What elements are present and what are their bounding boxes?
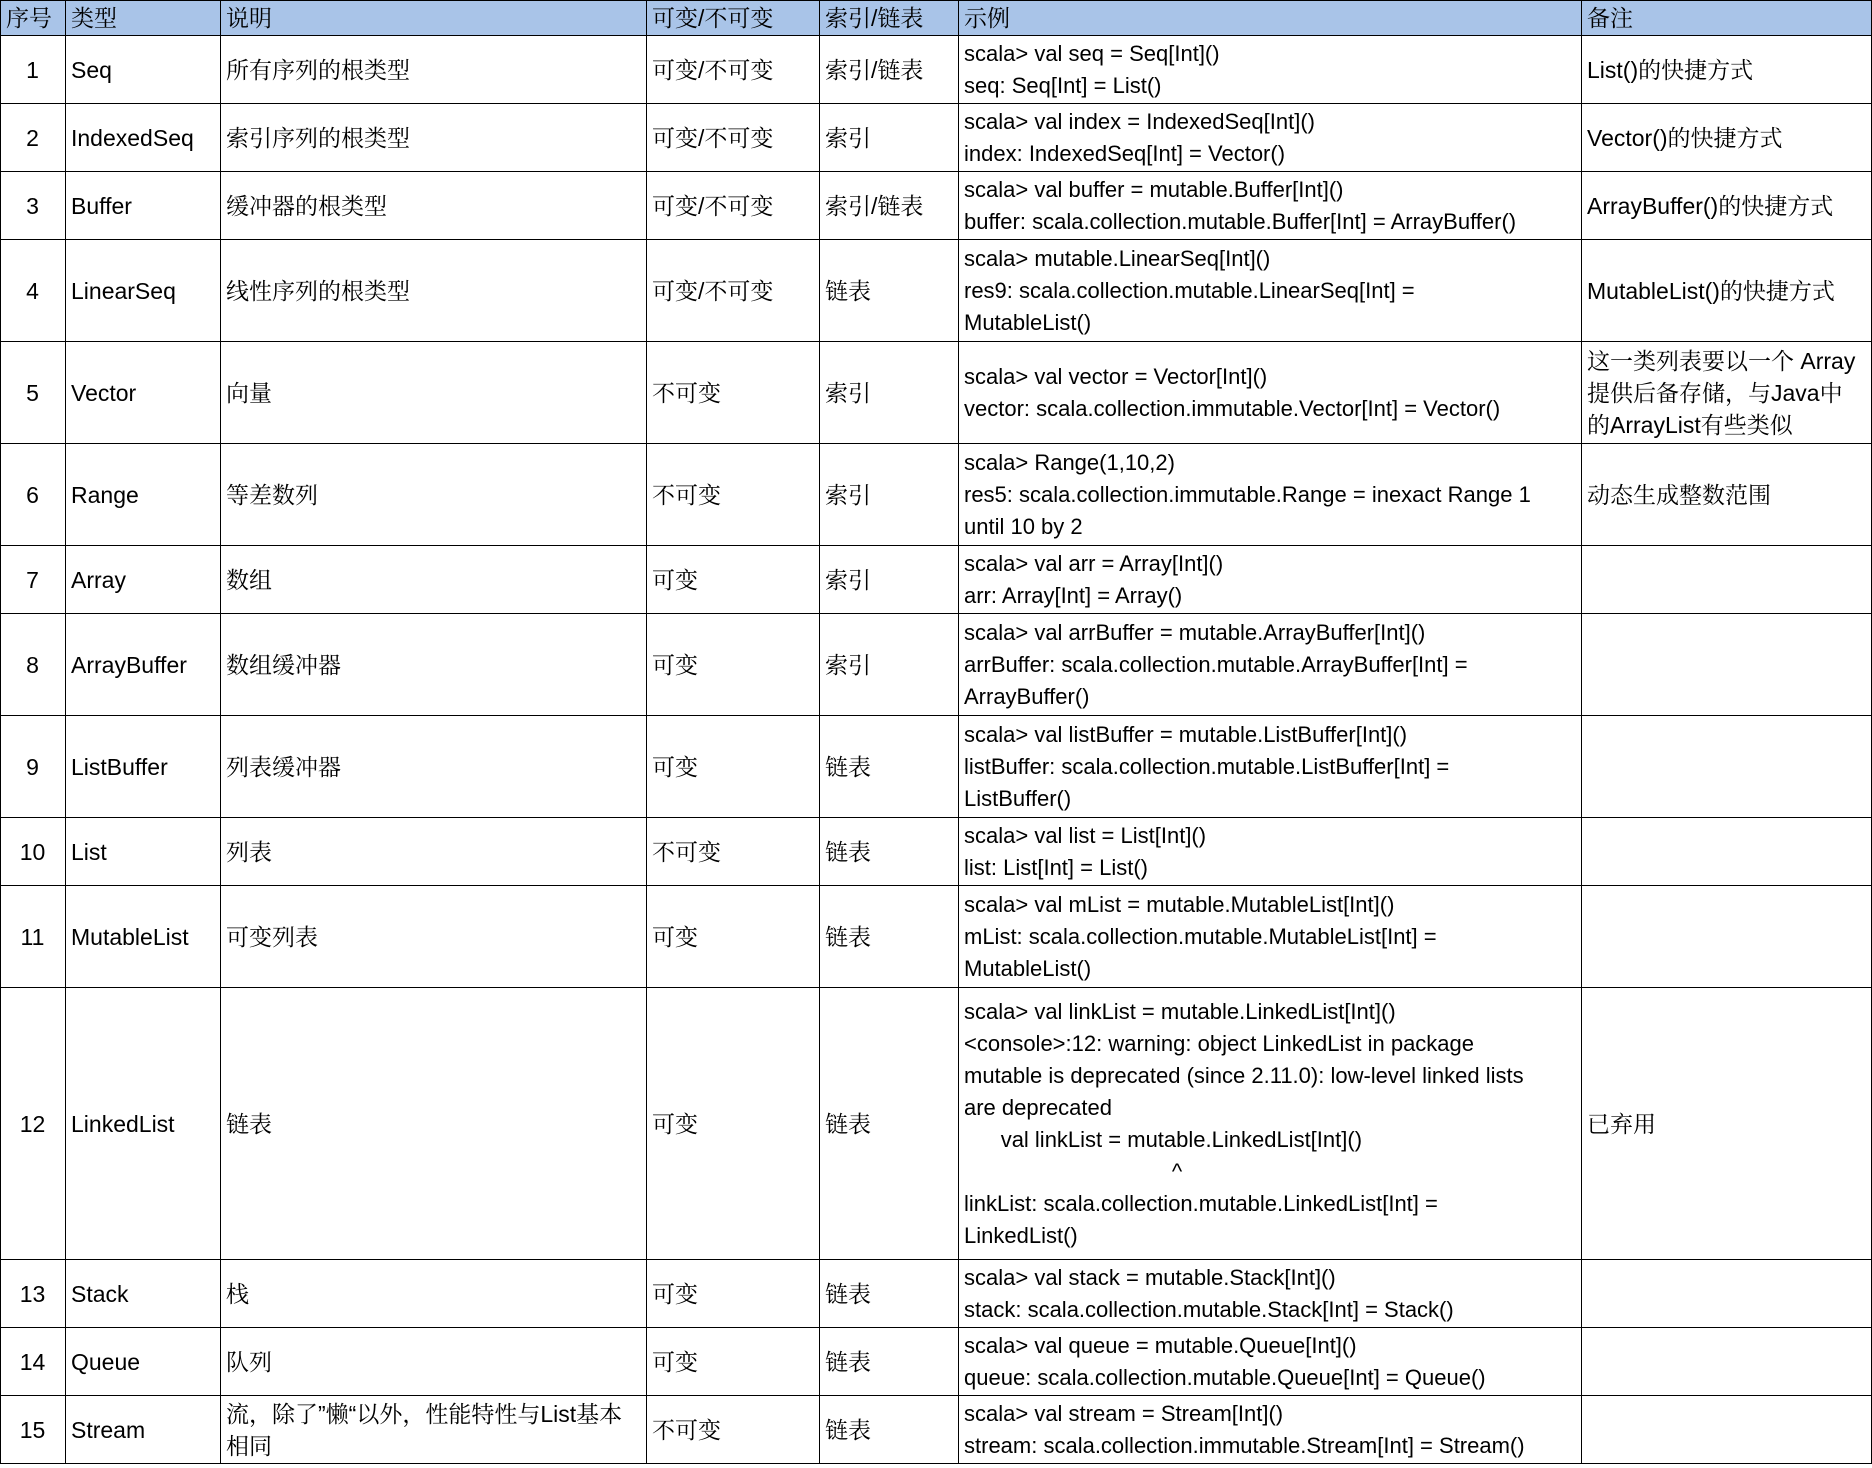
cell-no[interactable]: 7 [1, 546, 66, 614]
cell-desc[interactable]: 缓冲器的根类型 [221, 172, 647, 240]
cell-note[interactable]: 动态生成整数范围 [1582, 444, 1872, 546]
cell-index-linked[interactable]: 链表 [820, 716, 959, 818]
cell-type[interactable]: LinkedList [66, 988, 221, 1260]
table-row [1, 342, 1872, 444]
cell-no[interactable]: 6 [1, 444, 66, 546]
cell-desc[interactable]: 等差数列 [221, 444, 647, 546]
cell-index-linked[interactable]: 链表 [820, 240, 959, 342]
cell-index-linked[interactable]: 索引 [820, 444, 959, 546]
cell-note[interactable]: 这一类列表要以一个 Array 提供后备存储，与Java中的ArrayList有些类似 [1582, 342, 1872, 444]
cell-example[interactable]: scala> Range(1,10,2) res5: scala.collection.immutable.Range = inexact Range 1 until 10 by 2 [959, 444, 1582, 546]
cell-no[interactable]: 4 [1, 240, 66, 342]
cell-mutability[interactable]: 可变 [647, 1328, 820, 1396]
header-desc: 说明 [221, 1, 647, 36]
cell-desc[interactable]: 可变列表 [221, 886, 647, 988]
cell-no[interactable]: 8 [1, 614, 66, 716]
cell-index-linked[interactable]: 链表 [820, 818, 959, 886]
cell-type[interactable]: Buffer [66, 172, 221, 240]
header-no: 序号 [1, 1, 66, 36]
cell-example[interactable]: scala> val stream = Stream[Int]() stream: scala.collection.immutable.Stream[Int] = Stream() [959, 1396, 1582, 1464]
cell-no[interactable]: 3 [1, 172, 66, 240]
cell-no[interactable]: 13 [1, 1260, 66, 1328]
cell-type[interactable]: ListBuffer [66, 716, 221, 818]
cell-mutability[interactable]: 不可变 [647, 818, 820, 886]
cell-index-linked[interactable]: 索引 [820, 546, 959, 614]
header-mutability: 可变/不可变 [647, 1, 820, 36]
cell-index-linked[interactable]: 链表 [820, 886, 959, 988]
cell-mutability[interactable]: 可变/不可变 [647, 36, 820, 104]
cell-mutability[interactable]: 可变 [647, 1260, 820, 1328]
table-row [1, 172, 1872, 240]
table-row [1, 546, 1872, 614]
header-example: 示例 [959, 1, 1582, 36]
table-row [1, 1328, 1872, 1396]
header-row [1, 1, 1872, 36]
cell-example[interactable]: scala> val arr = Array[Int]() arr: Array[Int] = Array() [959, 546, 1582, 614]
header-type: 类型 [66, 1, 221, 36]
cell-mutability[interactable]: 可变/不可变 [647, 172, 820, 240]
cell-type[interactable]: Range [66, 444, 221, 546]
cell-desc[interactable]: 栈 [221, 1260, 647, 1328]
cell-note[interactable] [1582, 614, 1872, 716]
cell-note[interactable]: MutableList()的快捷方式 [1582, 240, 1872, 342]
cell-no[interactable]: 15 [1, 1396, 66, 1464]
cell-no[interactable]: 1 [1, 36, 66, 104]
table-row [1, 444, 1872, 546]
cell-type[interactable]: Stack [66, 1260, 221, 1328]
cell-note[interactable] [1582, 716, 1872, 818]
cell-type[interactable]: Queue [66, 1328, 221, 1396]
cell-index-linked[interactable]: 链表 [820, 1260, 959, 1328]
cell-example[interactable]: scala> val linkList = mutable.LinkedList[Int]() <console>:12: warning: object LinkedList in package mutable is deprecated (since 2.11.0): low-level linked lists are deprecated val linkList = mutable.LinkedList[Int]() ^ linkList: scala.collection.mutable.LinkedList[Int] = LinkedList() [959, 988, 1582, 1260]
cell-type[interactable]: MutableList [66, 886, 221, 988]
cell-note[interactable] [1582, 1396, 1872, 1464]
cell-index-linked[interactable]: 索引/链表 [820, 36, 959, 104]
cell-example[interactable]: scala> val index = IndexedSeq[Int]() index: IndexedSeq[Int] = Vector() [959, 104, 1582, 172]
table-row [1, 1260, 1872, 1328]
table-row [1, 716, 1872, 818]
cell-example[interactable]: scala> val stack = mutable.Stack[Int]() stack: scala.collection.mutable.Stack[Int] = Stack() [959, 1260, 1582, 1328]
cell-type[interactable]: IndexedSeq [66, 104, 221, 172]
header-note: 备注 [1582, 1, 1872, 36]
cell-desc[interactable]: 列表缓冲器 [221, 716, 647, 818]
table-row [1, 988, 1872, 1260]
cell-example[interactable]: scala> val listBuffer = mutable.ListBuffer[Int]() listBuffer: scala.collection.mutable.ListBuffer[Int] = ListBuffer() [959, 716, 1582, 818]
cell-type[interactable]: Array [66, 546, 221, 614]
cell-example[interactable]: scala> val buffer = mutable.Buffer[Int]() buffer: scala.collection.mutable.Buffer[Int] = ArrayBuffer() [959, 172, 1582, 240]
cell-mutability[interactable]: 可变/不可变 [647, 104, 820, 172]
cell-index-linked[interactable]: 链表 [820, 1328, 959, 1396]
cell-mutability[interactable]: 可变 [647, 988, 820, 1260]
table-row [1, 240, 1872, 342]
cell-desc[interactable]: 线性序列的根类型 [221, 240, 647, 342]
cell-mutability[interactable]: 可变 [647, 886, 820, 988]
cell-desc[interactable]: 队列 [221, 1328, 647, 1396]
cell-desc[interactable]: 流，除了”懒“以外，性能特性与List基本相同 [221, 1396, 647, 1464]
cell-type[interactable]: Stream [66, 1396, 221, 1464]
cell-index-linked[interactable]: 索引 [820, 342, 959, 444]
cell-index-linked[interactable]: 链表 [820, 1396, 959, 1464]
cell-desc[interactable]: 向量 [221, 342, 647, 444]
cell-index-linked[interactable]: 索引 [820, 104, 959, 172]
cell-mutability[interactable]: 不可变 [647, 1396, 820, 1464]
header-index-linked: 索引/链表 [820, 1, 959, 36]
cell-example[interactable]: scala> val list = List[Int]() list: List[Int] = List() [959, 818, 1582, 886]
cell-note[interactable] [1582, 546, 1872, 614]
table-body [1, 36, 1872, 1464]
table-row [1, 614, 1872, 716]
cell-note[interactable]: 已弃用 [1582, 988, 1872, 1260]
cell-no[interactable]: 10 [1, 818, 66, 886]
cell-note[interactable] [1582, 1328, 1872, 1396]
cell-desc[interactable]: 索引序列的根类型 [221, 104, 647, 172]
table-row [1, 1396, 1872, 1464]
cell-mutability[interactable]: 可变 [647, 716, 820, 818]
cell-note[interactable]: List()的快捷方式 [1582, 36, 1872, 104]
cell-type[interactable]: LinearSeq [66, 240, 221, 342]
cell-no[interactable]: 2 [1, 104, 66, 172]
cell-note[interactable] [1582, 1260, 1872, 1328]
cell-desc[interactable]: 数组缓冲器 [221, 614, 647, 716]
cell-mutability[interactable]: 可变/不可变 [647, 240, 820, 342]
cell-desc[interactable]: 链表 [221, 988, 647, 1260]
cell-note[interactable] [1582, 886, 1872, 988]
cell-note[interactable] [1582, 818, 1872, 886]
cell-example[interactable]: scala> val seq = Seq[Int]() seq: Seq[Int] = List() [959, 36, 1582, 104]
cell-desc[interactable]: 数组 [221, 546, 647, 614]
cell-example[interactable]: scala> val vector = Vector[Int]() vector: scala.collection.immutable.Vector[Int] = Vector() [959, 342, 1582, 444]
cell-index-linked[interactable]: 索引/链表 [820, 172, 959, 240]
cell-no[interactable]: 11 [1, 886, 66, 988]
cell-index-linked[interactable]: 索引 [820, 614, 959, 716]
cell-example[interactable]: scala> val arrBuffer = mutable.ArrayBuffer[Int]() arrBuffer: scala.collection.mutable.ArrayBuffer[Int] = ArrayBuffer() [959, 614, 1582, 716]
cell-type[interactable]: Vector [66, 342, 221, 444]
table-row [1, 818, 1872, 886]
cell-no[interactable]: 9 [1, 716, 66, 818]
cell-no[interactable]: 12 [1, 988, 66, 1260]
cell-example[interactable]: scala> val mList = mutable.MutableList[Int]() mList: scala.collection.mutable.MutableList[Int] = MutableList() [959, 886, 1582, 988]
cell-type[interactable]: ArrayBuffer [66, 614, 221, 716]
cell-index-linked[interactable]: 链表 [820, 988, 959, 1260]
cell-example[interactable]: scala> val queue = mutable.Queue[Int]() queue: scala.collection.mutable.Queue[Int] = Queue() [959, 1328, 1582, 1396]
cell-no[interactable]: 5 [1, 342, 66, 444]
table-row [1, 886, 1872, 988]
cell-example[interactable]: scala> mutable.LinearSeq[Int]() res9: scala.collection.mutable.LinearSeq[Int] = MutableList() [959, 240, 1582, 342]
table-row [1, 36, 1872, 104]
cell-desc[interactable]: 所有序列的根类型 [221, 36, 647, 104]
cell-type[interactable]: Seq [66, 36, 221, 104]
cell-desc[interactable]: 列表 [221, 818, 647, 886]
cell-note[interactable]: Vector()的快捷方式 [1582, 104, 1872, 172]
cell-mutability[interactable]: 可变 [647, 614, 820, 716]
cell-mutability[interactable]: 不可变 [647, 342, 820, 444]
cell-note[interactable]: ArrayBuffer()的快捷方式 [1582, 172, 1872, 240]
cell-mutability[interactable]: 不可变 [647, 444, 820, 546]
cell-no[interactable]: 14 [1, 1328, 66, 1396]
cell-mutability[interactable]: 可变 [647, 546, 820, 614]
cell-type[interactable]: List [66, 818, 221, 886]
table-row [1, 104, 1872, 172]
